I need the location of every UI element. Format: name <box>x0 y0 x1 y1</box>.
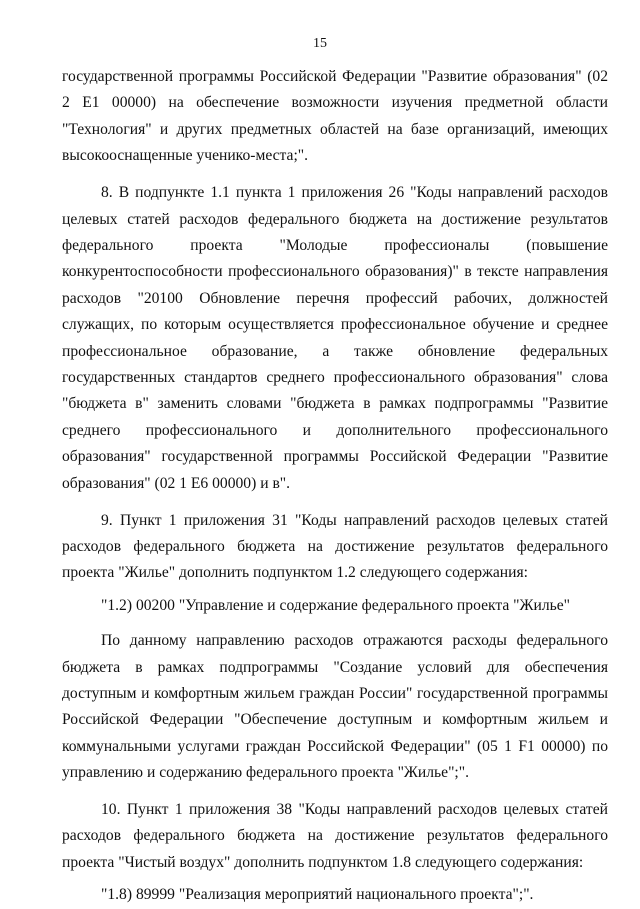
paragraph-subitem-1-2: "1.2) 00200 "Управление и содержание федерального проекта "Жилье" <box>101 596 571 614</box>
paragraph-continuation: государственной программы Российской Федерации "Развитие образования" (02 2 Е1 00000) на обеспечение возможности изучения предметной области "Технология" и других предметных областей на базе организаций, имеющих высокооснащенные ученико-места;". <box>62 68 608 165</box>
paragraph-item-9: 9. Пункт 1 приложения 31 "Коды направлений расходов целевых статей расходов федерального бюджета на достижение результатов федерального проекта "Жилье" дополнить подпунктом 1.2 следующего содержания: <box>62 511 608 582</box>
paragraph-item-10: 10. Пункт 1 приложения 38 "Коды направлений расходов целевых статей расходов федерального бюджета на достижение результатов федерального проекта "Чистый воздух" дополнить подпунктом 1.8 следующего содержания: <box>62 801 608 871</box>
paragraph-item-8: 8. В подпункте 1.1 пункта 1 приложения 26 "Коды направлений расходов целевых статей расходов федерального бюджета на достижение результатов федерального проекта "Молодые профессионалы (повышение конкурентоспособности профессионального образования)" в тексте направления расходов "20100 Обновление перечня профессий рабочих, должностей служащих, по которым осуществляется профессиональное обучение и среднее профессиональное образование, а также обновление федеральных государственных стандартов среднего профессионального образования" слова "бюджета в" заменить словами "бюджета в рамках подпрограммы "Развитие среднего профессионального и дополнительного профессионального образования" государственной программы Российской Федерации "Развитие образования" (02 1 Е6 00000) и в". <box>62 184 608 492</box>
paragraph-subitem-1-8: "1.8) 89999 "Реализация мероприятий национального проекта";". <box>101 886 534 904</box>
page-number: 15 <box>313 36 327 51</box>
document-body <box>62 64 608 909</box>
paragraph-subitem-1-2-description: По данному направлению расходов отражаются расходы федерального бюджета в рамках подпрограммы "Создание условий для обеспечения доступным и комфортным жильем граждан России" государственной программы Российской Федерации "Обеспечение доступным и комфортным жильем и коммунальными услугами граждан Российской Федерации" (05 1 F1 00000) по управлению и содержанию федерального проекта "Жилье";". <box>62 632 608 782</box>
